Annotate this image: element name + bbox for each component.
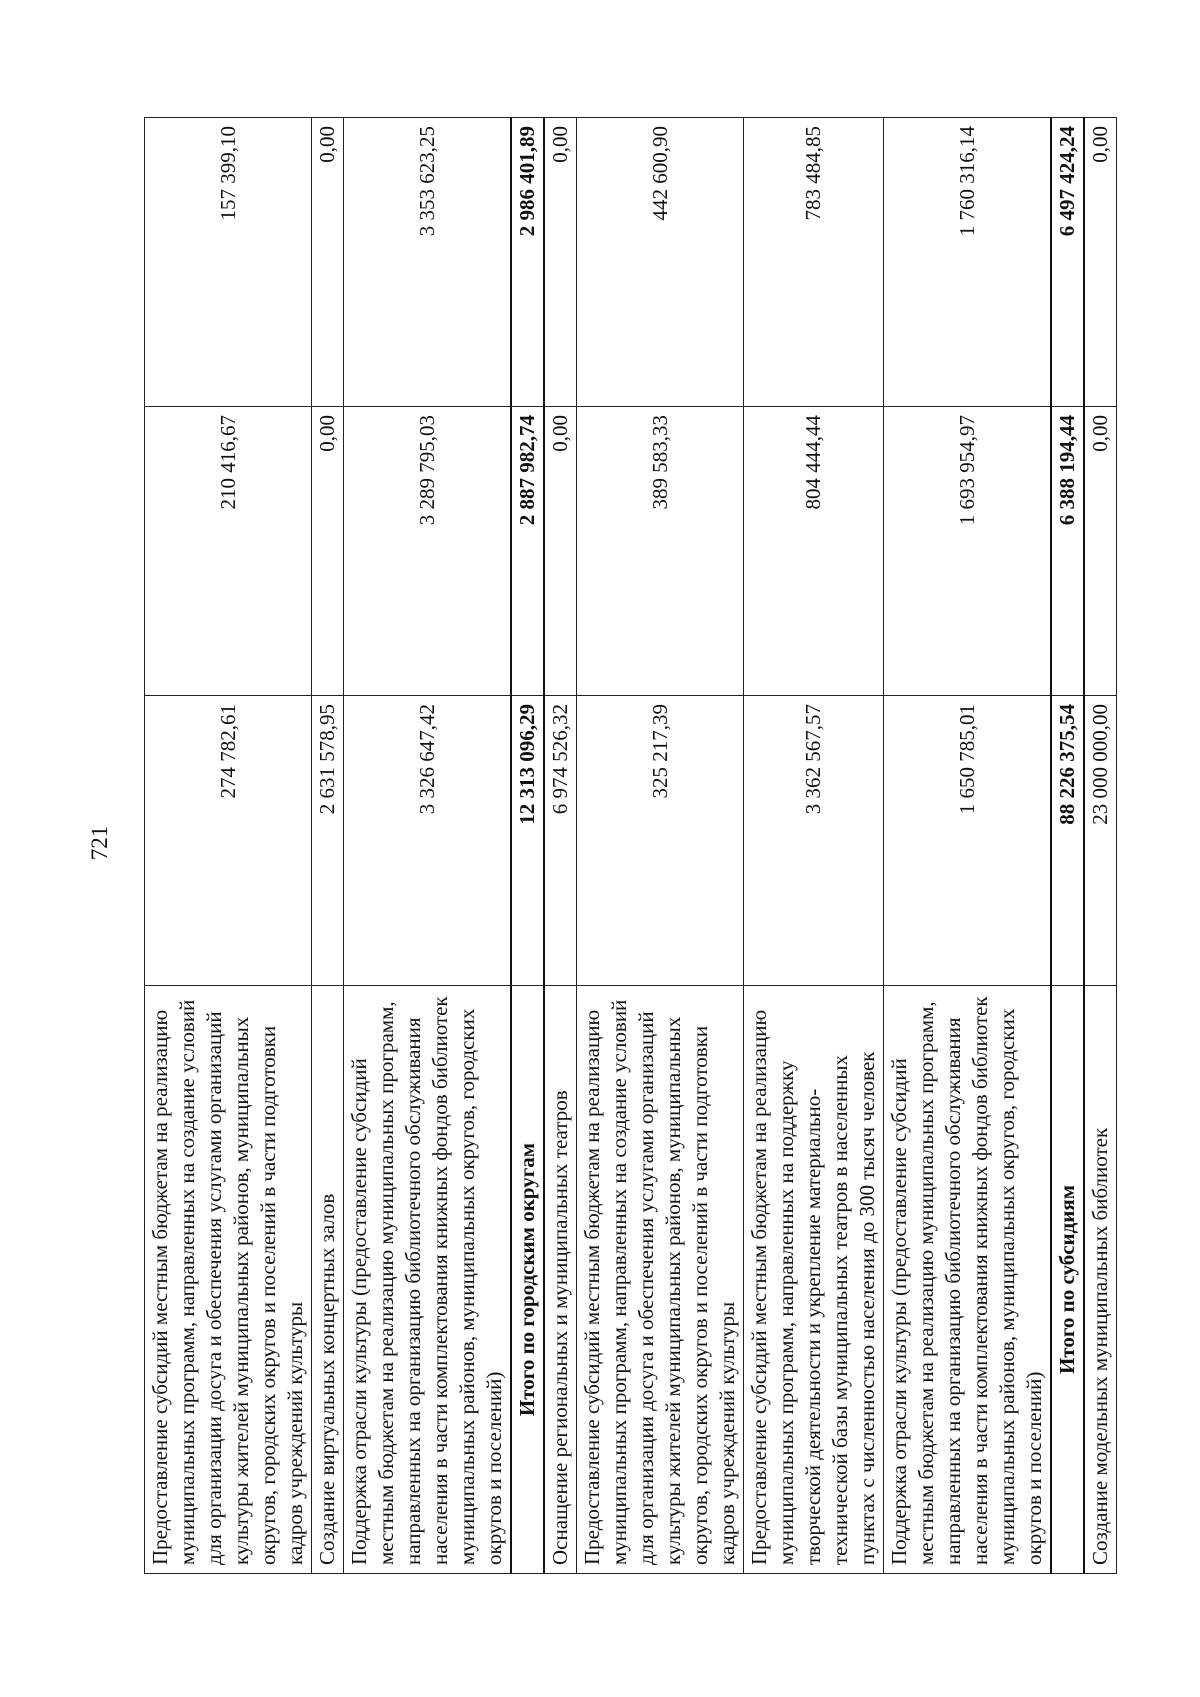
row-value-3: 783 484,85 xyxy=(744,118,884,407)
table-row xyxy=(344,118,512,1574)
row-name: Предоставление субсидий местным бюджетам на реализацию муниципальных программ, направленных на поддержку творческой деятельности и укрепление материально-технической базы муниципальных театров в населенных пунктах с численностью населения до 300 тысяч человек xyxy=(744,986,884,1574)
row-name: Поддержка отрасли культуры (предоставление субсидий местным бюджетам на реализацию муниципальных программ, направленных на организацию библиотечного обслуживания населения в части комплектования книжных фондов библиотек муниципальных районов, муниципальных округов, городских округов и поселений) xyxy=(344,986,512,1574)
row-value-3: 1 760 316,14 xyxy=(884,118,1052,407)
row-value-3: 157 399,10 xyxy=(145,118,312,407)
row-value-3: 0,00 xyxy=(312,118,344,407)
row-value-2: 1 693 954,97 xyxy=(884,407,1052,696)
row-value-2: 0,00 xyxy=(1084,407,1117,696)
total-label: Итого по субсидиям xyxy=(1051,986,1084,1574)
row-value-3: 0,00 xyxy=(544,118,577,407)
total-row xyxy=(511,118,544,1574)
rotated-table-container xyxy=(144,118,1117,1574)
total-value-1: 88 226 375,54 xyxy=(1051,696,1084,986)
row-name: Создание модельных муниципальных библиотек xyxy=(1084,986,1117,1574)
row-value-1: 23 000 000,00 xyxy=(1084,696,1117,986)
page-number: 721 xyxy=(87,825,112,861)
table-row xyxy=(312,118,344,1574)
row-value-3: 442 600,90 xyxy=(577,118,744,407)
row-name: Создание виртуальных концертных залов xyxy=(312,986,344,1574)
row-value-1: 274 782,61 xyxy=(145,696,312,986)
row-value-2: 210 416,67 xyxy=(145,407,312,696)
subsidies-table xyxy=(144,117,1117,1574)
row-value-2: 3 289 795,03 xyxy=(344,407,512,696)
row-value-1: 325 217,39 xyxy=(577,696,744,986)
row-value-2: 0,00 xyxy=(544,407,577,696)
row-value-3: 0,00 xyxy=(1084,118,1117,407)
row-value-1: 3 362 567,57 xyxy=(744,696,884,986)
row-value-1: 2 631 578,95 xyxy=(312,696,344,986)
total-value-2: 2 887 982,74 xyxy=(511,407,544,696)
row-value-2: 0,00 xyxy=(312,407,344,696)
table-row xyxy=(577,118,744,1574)
total-row xyxy=(1051,118,1084,1574)
total-label: Итого по городским округам xyxy=(511,986,544,1574)
total-value-1: 12 313 096,29 xyxy=(511,696,544,986)
row-value-3: 3 353 623,25 xyxy=(344,118,512,407)
table-row xyxy=(884,118,1052,1574)
total-value-3: 2 986 401,89 xyxy=(511,118,544,407)
total-value-2: 6 388 194,44 xyxy=(1051,407,1084,696)
row-value-1: 1 650 785,01 xyxy=(884,696,1052,986)
row-value-2: 389 583,33 xyxy=(577,407,744,696)
table-row xyxy=(544,118,577,1574)
row-name: Предоставление субсидий местным бюджетам на реализацию муниципальных программ, направленных на создание условий для организации досуга и обеспечения услугами организаций культуры жителей муниципальных районов, муниципальных округов, городских округов и поселений в части подготовки кадров учреждений культуры xyxy=(577,986,744,1574)
row-name: Предоставление субсидий местным бюджетам на реализацию муниципальных программ, направленных на создание условий для организации досуга и обеспечения услугами организаций культуры жителей муниципальных районов, муниципальных округов, городских округов и поселений в части подготовки кадров учреждений культуры xyxy=(145,986,312,1574)
row-value-1: 3 326 647,42 xyxy=(344,696,512,986)
row-value-1: 6 974 526,32 xyxy=(544,696,577,986)
row-name: Оснащение региональных и муниципальных театров xyxy=(544,986,577,1574)
row-name: Поддержка отрасли культуры (предоставление субсидий местным бюджетам на реализацию муниципальных программ, направленных на организацию библиотечного обслуживания населения в части комплектования книжных фондов библиотек муниципальных районов, муниципальных округов, городских округов и поселений) xyxy=(884,986,1052,1574)
row-value-2: 804 444,44 xyxy=(744,407,884,696)
total-value-3: 6 497 424,24 xyxy=(1051,118,1084,407)
table-row xyxy=(145,118,312,1574)
table-row xyxy=(1084,118,1117,1574)
table-row xyxy=(744,118,884,1574)
